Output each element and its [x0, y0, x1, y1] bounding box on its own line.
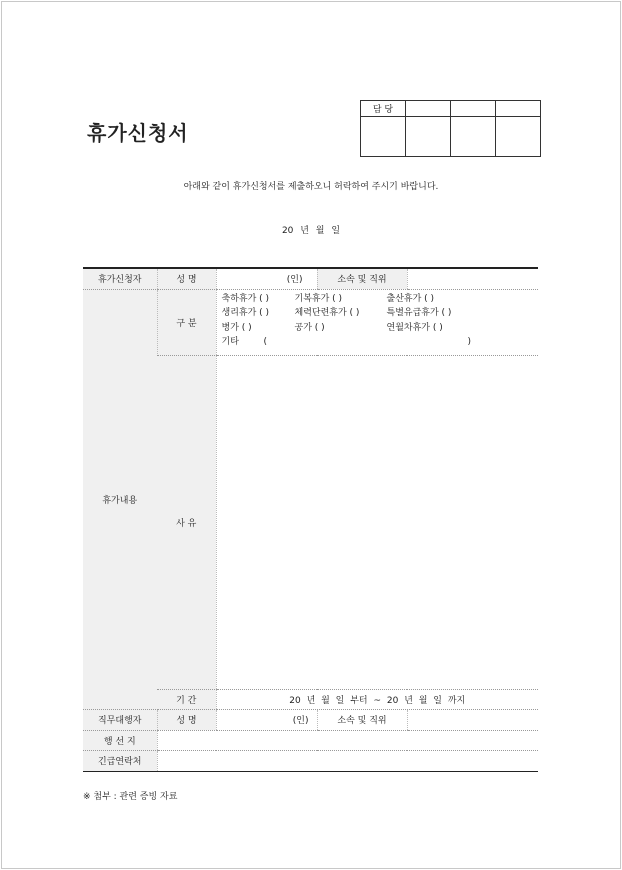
document-title: 휴가신청서: [87, 121, 189, 145]
leave-type-row: [222, 292, 539, 307]
applicant-name-field[interactable]: [216, 268, 317, 289]
leave-type-option[interactable]: 병가 ( ): [221, 322, 252, 333]
approval-sign-cell[interactable]: [406, 117, 451, 157]
period-label: 기 간: [157, 689, 216, 709]
attachment-note: ※ 첨부 : 관련 증빙 자료: [83, 792, 178, 802]
substitute-position-label: 소속 및 직위: [317, 709, 407, 730]
applicant-seal: (인): [286, 275, 303, 286]
leave-type-other-row[interactable]: [222, 335, 539, 350]
substitute-name-field[interactable]: [216, 709, 317, 730]
leave-type-option[interactable]: 기복휴가 ( ): [294, 293, 343, 304]
leave-form-table: [83, 267, 538, 772]
destination-field[interactable]: [157, 730, 538, 750]
leave-type-option[interactable]: 특별유급휴가 ( ): [386, 308, 452, 318]
leave-type-other-label: 기타: [221, 337, 239, 347]
leave-type-options: [216, 289, 538, 355]
approval-label: 담 당: [361, 101, 406, 117]
date-line: 20 년 월 일: [281, 226, 341, 236]
applicant-position-field[interactable]: [407, 268, 538, 289]
leave-type-row: [222, 321, 539, 336]
leave-section-label: 휴가내용: [83, 289, 157, 709]
leave-type-other-close: ): [467, 337, 472, 347]
approval-header-cell: [406, 101, 451, 117]
submission-notice: 아래와 같이 휴가신청서를 제출하오니 허락하여 주시기 바랍니다.: [183, 182, 439, 192]
leave-type-row: [222, 306, 539, 321]
applicant-section-label: 휴가신청자: [83, 268, 157, 289]
leave-type-option[interactable]: 공가 ( ): [294, 322, 325, 333]
approval-header-cell: [496, 101, 541, 117]
approval-sign-cell[interactable]: [361, 117, 406, 157]
substitute-position-field[interactable]: [407, 709, 538, 730]
leave-type-option[interactable]: 축하휴가 ( ): [221, 293, 270, 304]
leave-type-option[interactable]: 생리휴가 ( ): [221, 308, 270, 318]
applicant-name-label: 성 명: [157, 268, 216, 289]
approval-sign-cell[interactable]: [451, 117, 496, 157]
substitute-section-label: 직무대행자: [83, 709, 157, 730]
substitute-name-label: 성 명: [157, 709, 216, 730]
applicant-position-label: 소속 및 직위: [317, 268, 407, 289]
leave-type-option[interactable]: 체력단련휴가 ( ): [294, 308, 360, 318]
leave-type-label: 구 분: [157, 289, 216, 355]
substitute-seal: (인): [292, 716, 309, 726]
leave-type-other-open: (: [263, 337, 268, 347]
approval-header-cell: [451, 101, 496, 117]
reason-label: 사 유: [157, 355, 216, 689]
leave-type-option[interactable]: 출산휴가 ( ): [386, 293, 435, 304]
emergency-contact-label: 긴급연락처: [83, 750, 157, 771]
leave-type-option[interactable]: 연월차휴가 ( ): [386, 322, 443, 333]
period-field[interactable]: 20 년 월 일 부터 ~ 20 년 월 일 까지: [216, 689, 538, 709]
destination-label: 행 선 지: [83, 730, 157, 750]
reason-field[interactable]: [216, 355, 538, 689]
approval-box: [360, 100, 541, 157]
emergency-contact-field[interactable]: [157, 750, 538, 771]
approval-sign-cell[interactable]: [496, 117, 541, 157]
